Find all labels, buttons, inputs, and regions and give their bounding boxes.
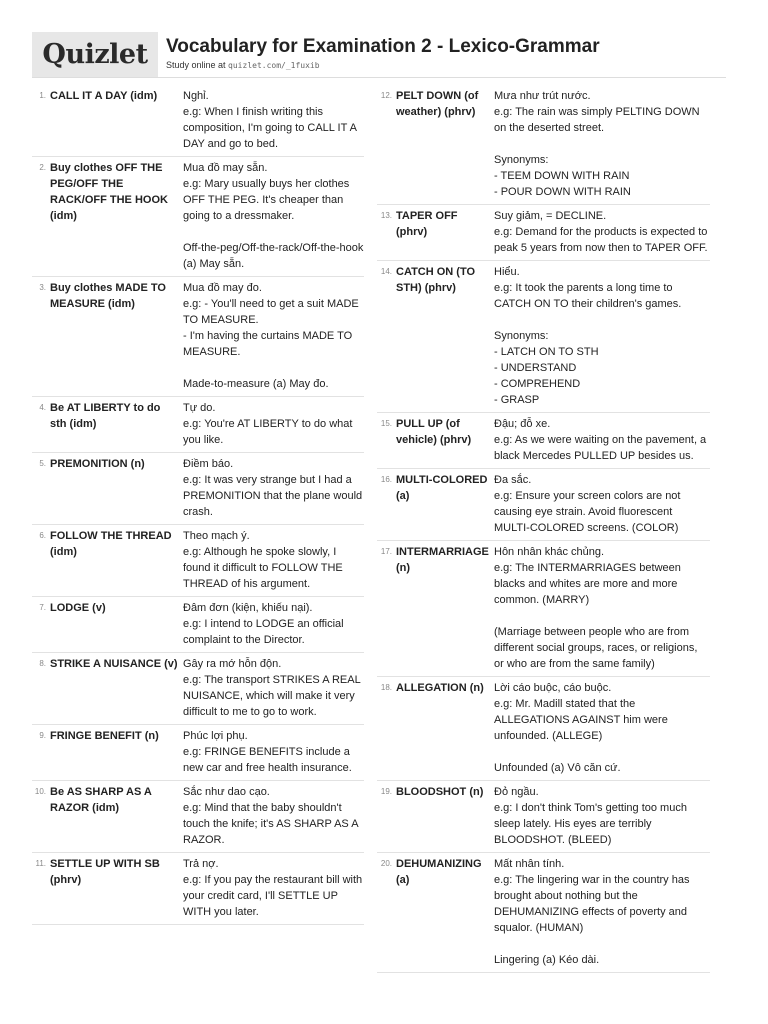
card-number: 15. — [380, 419, 392, 428]
left-card-column — [32, 85, 364, 925]
card-term: TAPER OFF (phrv) — [396, 210, 458, 238]
flashcard-row — [32, 853, 364, 925]
card-definition: Mua đồ may đo. e.g: - You'll need to get a suit MADE TO MEASURE. - I'm having the curtains MADE TO MEASURE. Made-to-measure (a) May đo. — [183, 282, 359, 390]
card-definition: Đa sắc. e.g: Ensure your screen colors are not causing eye strain. Avoid fluorescent MULTI-COLORED screens. (COLOR) — [494, 474, 681, 534]
flashcard-row — [32, 157, 364, 277]
card-number: 8. — [39, 659, 46, 668]
study-online-line — [166, 60, 320, 70]
quizlet-logo[interactable]: Quizlet — [32, 32, 158, 77]
card-term: PULL UP (of vehicle) (phrv) — [396, 418, 472, 446]
card-term: Be AS SHARP AS A RAZOR (idm) — [50, 786, 152, 814]
card-definition: Theo mạch ý. e.g: Although he spoke slowly, I found it difficult to FOLLOW THE THREAD of his argument. — [183, 530, 343, 590]
card-number: 2. — [39, 163, 46, 172]
header-divider — [32, 77, 726, 78]
flashcard-row — [32, 397, 364, 453]
flashcard-row — [32, 277, 364, 397]
flashcard-row — [32, 725, 364, 781]
card-term: ALLEGATION (n) — [396, 682, 484, 694]
card-number: 9. — [39, 731, 46, 740]
right-card-column — [377, 85, 710, 973]
card-term: DEHUMANIZING (a) — [396, 858, 482, 886]
card-number: 19. — [380, 787, 392, 796]
flashcard-row — [377, 781, 710, 853]
card-number: 6. — [39, 531, 46, 540]
card-number: 7. — [39, 603, 46, 612]
card-number: 14. — [380, 267, 392, 276]
card-definition: Mua đồ may sẵn. e.g: Mary usually buys her clothes OFF THE PEG. It's cheaper than going to a dressmaker. Off-the-peg/Off-the-rack/Off-the-hook (a) May sẵn. — [183, 162, 364, 270]
card-term: CATCH ON (TO STH) (phrv) — [396, 266, 476, 294]
flashcard-row — [377, 677, 710, 781]
card-definition: Mưa như trút nước. e.g: The rain was simply PELTING DOWN on the deserted street. Synonyms: - TEEM DOWN WITH RAIN - POUR DOWN WITH RAIN — [494, 90, 700, 198]
flashcard-row — [32, 85, 364, 157]
card-definition: Tự do. e.g: You're AT LIBERTY to do what you like. — [183, 402, 353, 446]
card-number: 11. — [35, 859, 46, 868]
card-definition: Mất nhân tính. e.g: The lingering war in the country has brought about nothing but the DEHUMANIZING effects of poverty and squalor. (HUMAN) Lingering (a) Kéo dài. — [494, 858, 690, 966]
study-online-label: Study online at — [166, 60, 229, 70]
card-number: 3. — [39, 283, 46, 292]
flashcard-row — [377, 853, 710, 973]
card-term: Be AT LIBERTY to do sth (idm) — [50, 402, 161, 430]
page-header — [32, 32, 726, 77]
card-number: 20. — [380, 859, 392, 868]
card-definition: Sắc như dao cạo. e.g: Mind that the baby shouldn't touch the knife; it's AS SHARP AS A RAZOR. — [183, 786, 358, 846]
card-term: FOLLOW THE THREAD (idm) — [50, 530, 172, 558]
flashcard-row — [377, 205, 710, 261]
card-definition: Suy giảm, = DECLINE. e.g: Demand for the products is expected to peak 5 years from now then to TAPER OFF. — [494, 210, 708, 254]
flashcard-row — [32, 525, 364, 597]
card-definition: Trả nợ. e.g: If you pay the restaurant bill with your credit card, I'll SETTLE UP WITH you later. — [183, 858, 363, 918]
card-definition: Gây ra mớ hỗn độn. e.g: The transport STRIKES A REAL NUISANCE, which will make it very difficult to me to go to work. — [183, 658, 361, 718]
card-definition: Hôn nhân khác chủng. e.g: The INTERMARRIAGES between blacks and whites are more and more common. (MARRY) (Marriage between people who are from different social groups, races, or religions, or who are from the same family) — [494, 546, 698, 670]
card-definition: Lời cáo buộc, cáo buộc. e.g: Mr. Madill stated that the ALLEGATIONS AGAINST him were unfounded. (ALLEGE) Unfounded (a) Vô căn cứ. — [494, 682, 668, 774]
card-term: PREMONITION (n) — [50, 458, 145, 470]
flashcard-row — [32, 781, 364, 853]
card-definition: Hiểu. e.g: It took the parents a long time to CATCH ON TO their children's games. Synonyms: - LATCH ON TO STH - UNDERSTAND - COMPREHEND - GRASP — [494, 266, 682, 406]
flashcard-row — [377, 413, 710, 469]
card-term: CALL IT A DAY (idm) — [50, 90, 158, 102]
flashcard-row — [377, 261, 710, 413]
study-url-link[interactable]: quizlet.com/_1fuxib — [228, 61, 320, 70]
flashcard-row — [377, 85, 710, 205]
card-term: MULTI-COLORED (a) — [396, 474, 488, 502]
card-term: BLOODSHOT (n) — [396, 786, 484, 798]
card-number: 13. — [380, 211, 392, 220]
card-term: Buy clothes MADE TO MEASURE (idm) — [50, 282, 166, 310]
card-term: LODGE (v) — [50, 602, 106, 614]
card-number: 18. — [380, 683, 392, 692]
flashcard-row — [32, 597, 364, 653]
card-definition: Đậu; đỗ xe. e.g: As we were waiting on the pavement, a black Mercedes PULLED UP besides us. — [494, 418, 707, 462]
card-term: PELT DOWN (of weather) (phrv) — [396, 90, 479, 118]
card-term: INTERMARRIAGE (n) — [396, 546, 489, 574]
card-term: STRIKE A NUISANCE (v) — [50, 658, 178, 670]
card-term: Buy clothes OFF THE PEG/OFF THE RACK/OFF THE HOOK (idm) — [50, 162, 168, 222]
page-title: Vocabulary for Examination 2 - Lexico-Grammar — [166, 36, 600, 57]
card-number: 10. — [34, 787, 46, 796]
flashcard-row — [377, 469, 710, 541]
card-number: 5. — [39, 459, 46, 468]
card-definition: Điềm báo. e.g: It was very strange but I had a PREMONITION that the plane would crash. — [183, 458, 363, 518]
card-definition: Đỏ ngầu. e.g: I don't think Tom's getting too much sleep lately. His eyes are terribly BLOODSHOT. (BLEED) — [494, 786, 687, 846]
card-number: 17. — [380, 547, 392, 556]
card-definition: Phúc lợi phụ. e.g: FRINGE BENEFITS include a new car and free health insurance. — [183, 730, 352, 774]
card-number: 12. — [380, 91, 392, 100]
card-number: 16. — [380, 475, 392, 484]
flashcard-row — [32, 453, 364, 525]
card-term: SETTLE UP WITH SB (phrv) — [50, 858, 160, 886]
card-term: FRINGE BENEFIT (n) — [50, 730, 159, 742]
card-definition: Nghỉ. e.g: When I finish writing this composition, I'm going to CALL IT A DAY and go to bed. — [183, 90, 357, 150]
card-number: 4. — [39, 403, 46, 412]
flashcard-row — [32, 653, 364, 725]
card-number: 1. — [39, 91, 46, 100]
card-definition: Đâm đơn (kiện, khiếu nại). e.g: I intend to LODGE an official complaint to the Director. — [183, 602, 344, 646]
flashcard-row — [377, 541, 710, 677]
